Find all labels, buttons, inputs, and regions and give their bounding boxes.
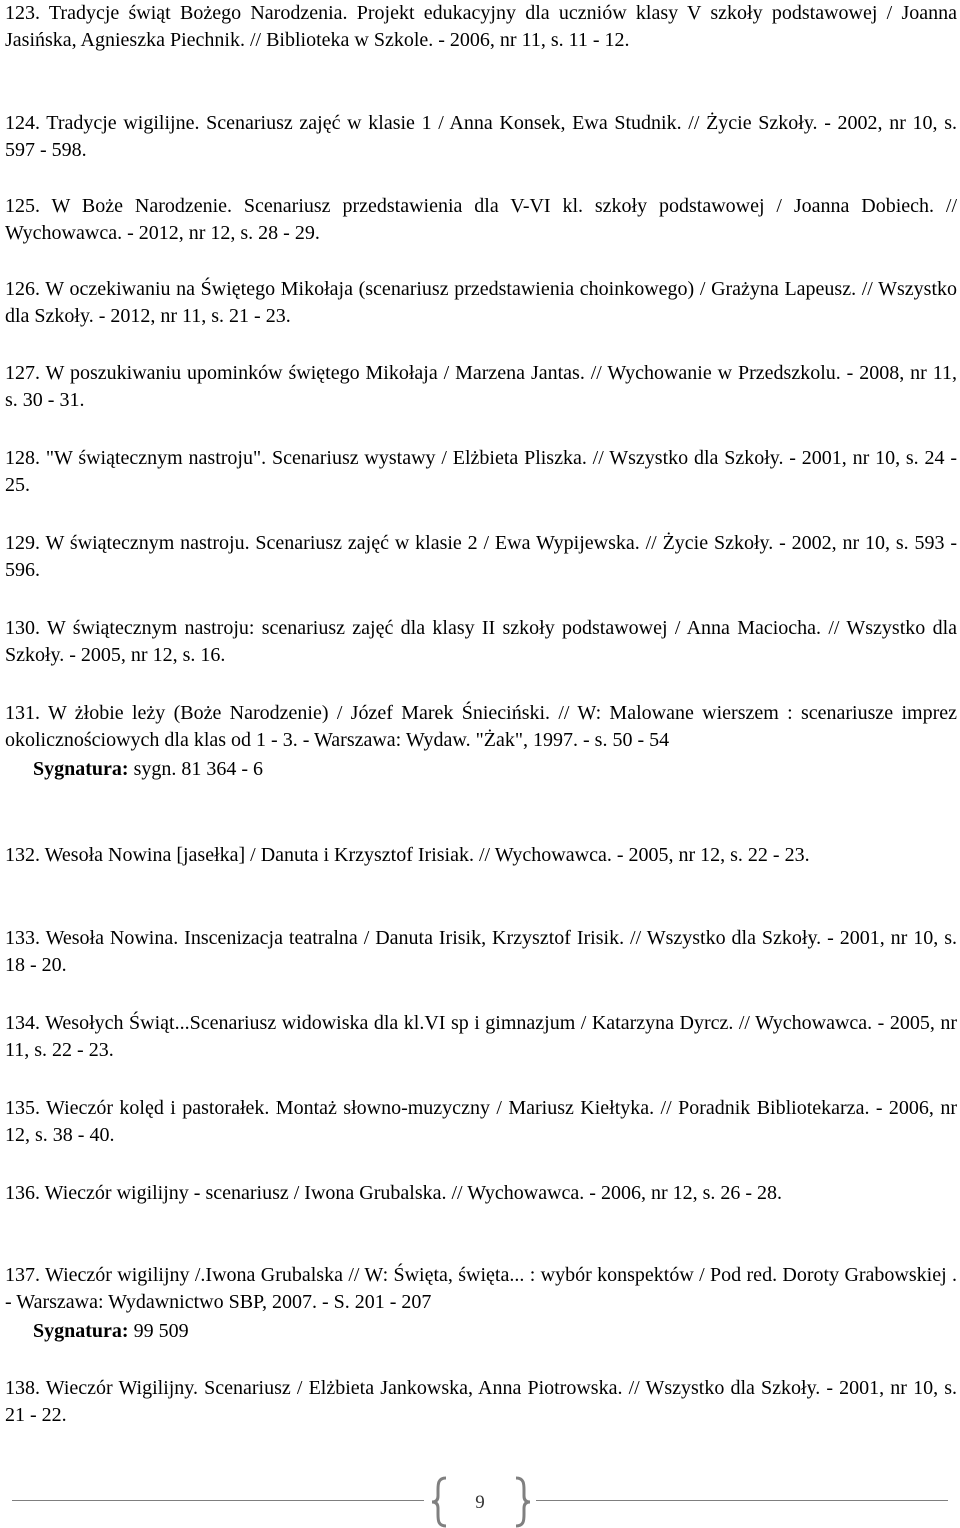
bibliography-entry-134 <box>5 1010 957 1064</box>
bibliography-entry-129 <box>5 530 957 584</box>
bibliography-entry-124 <box>5 110 957 164</box>
entry-text: 135. Wieczór kolęd i pastorałek. Montaż słowno-muzyczny / Mariusz Kiełtyka. // Poradnik Bibliotekarza. - 2006, nr 12, s. 38 - 40. <box>5 1097 957 1146</box>
entry-text: 137. Wieczór wigilijny /.Iwona Grubalska // W: Święta, święta... : wybór konspektów / Pod red. Doroty Grabowskiej . - Warszawa: Wydawnictwo SBP, 2007. - S. 201 - 207 <box>5 1264 957 1313</box>
entry-text: 127. W poszukiwaniu upominków świętego Mikołaja / Marzena Jantas. // Wychowanie w Przedszkolu. - 2008, nr 11, s. 30 - 31. <box>5 362 957 411</box>
entry-text: 136. Wieczór wigilijny - scenariusz / Iwona Grubalska. // Wychowawca. - 2006, nr 12, s. 26 - 28. <box>5 1182 783 1204</box>
entry-text: 130. W świątecznym nastroju: scenariusz zajęć dla klasy II szkoły podstawowej / Anna Maciocha. // Wszystko dla Szkoły. - 2005, nr 12, s. 16. <box>5 617 957 666</box>
entry-text: 133. Wesoła Nowina. Inscenizacja teatralna / Danuta Irisik, Krzysztof Irisik. // Wszystko dla Szkoły. - 2001, nr 10, s. 18 - 20. <box>5 927 957 976</box>
bibliography-entry-132 <box>5 842 957 869</box>
entry-text: 128. "W świątecznym nastroju". Scenariusz wystawy / Elżbieta Pliszka. // Wszystko dla Szkoły. - 2001, nr 10, s. 24 - 25. <box>5 447 957 496</box>
bibliography-entry-137 <box>5 1262 957 1345</box>
page-footer <box>0 1470 960 1528</box>
bibliography-entry-138 <box>5 1375 957 1429</box>
call-number-label: Sygnatura: <box>33 758 129 780</box>
call-number-label: Sygnatura: <box>33 1320 129 1342</box>
bibliography-entry-135 <box>5 1095 957 1149</box>
entry-text: 124. Tradycje wigilijne. Scenariusz zajęć w klasie 1 / Anna Konsek, Ewa Studnik. // Życie Szkoły. - 2002, nr 10, s. 597 - 598. <box>5 112 957 161</box>
bibliography-entry-125 <box>5 193 957 247</box>
call-number <box>5 756 957 783</box>
entry-text: 129. W świątecznym nastroju. Scenariusz zajęć w klasie 2 / Ewa Wypijewska. // Życie Szkoły. - 2002, nr 10, s. 593 - 596. <box>5 532 957 581</box>
right-brace-icon <box>512 1476 534 1528</box>
bibliography-entry-133 <box>5 925 957 979</box>
footer-rule-left <box>12 1500 424 1501</box>
call-number-value: 99 509 <box>128 1320 189 1342</box>
entry-text: 131. W żłobie leży (Boże Narodzenie) / Józef Marek Śnieciński. // W: Malowane wierszem : scenariusze imprez okolicznościowych dla klas od 1 - 3. - Warszawa: Wydaw. "Żak", 1997. - s. 50 - 54 <box>5 702 957 751</box>
entry-text: 138. Wieczór Wigilijny. Scenariusz / Elżbieta Jankowska, Anna Piotrowska. // Wszystko dla Szkoły. - 2001, nr 10, s. 21 - 22. <box>5 1377 957 1426</box>
entry-text: 123. Tradycje świąt Bożego Narodzenia. Projekt edukacyjny dla uczniów klasy V szkoły podstawowej / Joanna Jasińska, Agnieszka Piechnik. // Biblioteka w Szkole. - 2006, nr 11, s. 11 - 12. <box>5 2 957 51</box>
bibliography-entry-123 <box>5 0 957 54</box>
entry-text: 125. W Boże Narodzenie. Scenariusz przedstawienia dla V-VI kl. szkoły podstawowej / Joanna Dobiech. // Wychowawca. - 2012, nr 12, s. 28 - 29. <box>5 195 957 244</box>
entry-text: 132. Wesoła Nowina [jasełka] / Danuta i Krzysztof Irisiak. // Wychowawca. - 2005, nr 12, s. 22 - 23. <box>5 844 810 866</box>
bibliography-entry-131 <box>5 700 957 783</box>
bibliography-entry-130 <box>5 615 957 669</box>
bibliography-entry-126 <box>5 276 957 330</box>
left-brace-icon <box>428 1476 450 1528</box>
entry-text: 134. Wesołych Świąt...Scenariusz widowiska dla kl.VI sp i gimnazjum / Katarzyna Dyrcz. // Wychowawca. - 2005, nr 11, s. 22 - 23. <box>5 1012 957 1061</box>
entry-text: 126. W oczekiwaniu na Świętego Mikołaja (scenariusz przedstawienia choinkowego) / Grażyna Lapeusz. // Wszystko dla Szkoły. - 2012, nr 11, s. 21 - 23. <box>5 278 957 327</box>
bibliography-entry-127 <box>5 360 957 414</box>
footer-rule-right <box>536 1500 948 1501</box>
call-number-value: sygn. 81 364 - 6 <box>128 758 264 780</box>
page-number: 9 <box>475 1492 485 1513</box>
bibliography-entry-136 <box>5 1180 957 1207</box>
bibliography-entry-128 <box>5 445 957 499</box>
call-number <box>5 1318 957 1345</box>
